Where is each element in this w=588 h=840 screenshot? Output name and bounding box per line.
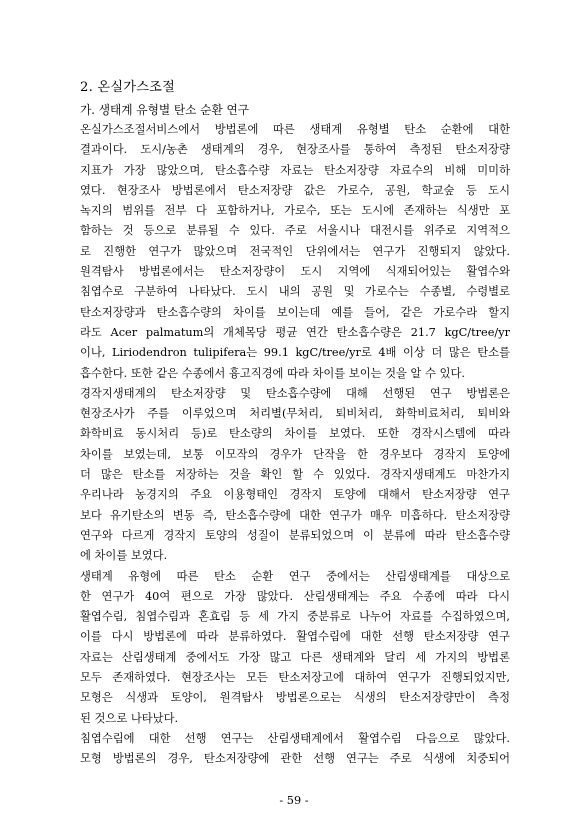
body-line: 탄소저장량과 탄소흡수량의 차이를 보이는데 예를 들어, 같은 가로수라 할지 — [80, 305, 510, 319]
body-line: 온실가스조절서비스에서 방법론에 따른 생태계 유형별 탄소 순환에 대한 — [80, 123, 510, 136]
body-line: 차이를 보였는데, 보통 이모작의 경우가 단작을 한 경우보다 경작지 토양에 — [80, 447, 510, 461]
body-line: 모형은 식생과 토양이, 원격탐사 방법론으로는 식생의 탄소저장량만이 측정 — [80, 691, 510, 705]
body-line: 모형 방법론의 경우, 탄소저장량에 관한 선행 연구는 주로 식생에 치중되어 — [80, 752, 510, 766]
body-line: 자료는 산림생태계 중에서도 가장 많고 다른 생태계와 달리 세 가지의 방법론 — [80, 650, 510, 664]
body-line: 였다. 현장조사 방법론에서 탄소저장량 값은 가로수, 공원, 학교숲 등 도시 — [80, 183, 510, 197]
body-line: 현장조사가 주를 이루었으며 처리별(무처리, 퇴비처리, 화학비료처리, 퇴비와 — [80, 407, 510, 421]
section-title: 2. 온실가스조절 — [80, 80, 176, 95]
body-line: 경작지생태계의 탄소저장량 및 탄소흡수량에 대해 선행된 연구 방법론은 — [80, 386, 510, 400]
body-line: 라도 Acer palmatum의 개체목당 평균 연간 탄소흡수량은 21.7 kgC/tree/yr — [80, 325, 510, 339]
body-line: 우리나라 농경지의 주요 이용형태인 경작지 토양에 대해서 탄소저장량 연구 — [80, 488, 510, 502]
body-text — [80, 120, 510, 770]
body-line: 연구와 다르게 경작지 토양의 성질이 분류되었으며 이 분류에 따라 탄소흡수량 — [80, 528, 510, 542]
body-line: 된 것으로 나타났다. — [80, 711, 179, 725]
body-line: 생태계 유형에 따른 탄소 순환 연구 중에서는 산림생태계를 대상으로 — [80, 569, 510, 583]
body-line: 로 진행한 연구가 많았으며 전국적인 단위에서는 연구가 진행되지 않았다. — [80, 244, 510, 258]
body-line: 한 연구가 40여 편으로 가장 많았다. 산림생태계는 주요 수종에 따라 다시 — [80, 589, 510, 603]
body-line: 침엽수림에 대한 선행 연구는 산림생태계에서 활엽수림 다음으로 많았다. — [80, 731, 510, 745]
body-line: 보다 유기탄소의 변동 즉, 탄소흡수량에 대한 연구가 매우 미흡하다. 탄소저장량 — [80, 508, 510, 522]
body-line: 원격탐사 방법론에서는 탄소저장량이 도시 지역에 식재되어있는 활엽수와 — [80, 265, 510, 279]
page-number: - 59 - — [279, 794, 309, 807]
body-line: 침엽수로 구분하여 나타났다. 도시 내의 공원 및 가로수는 수종별, 수령별로 — [80, 285, 510, 299]
body-line: 흡수한다. 또한 같은 수종에서 흉고직경에 따라 차이를 보이는 것을 알 수 있다. — [80, 366, 465, 380]
body-line: 이나, Liriodendron tulipifera는 99.1 kgC/tree/yr로 4배 이상 더 많은 탄소를 — [80, 346, 510, 360]
body-line: 활엽수림, 침엽수림과 혼효림 등 세 가지 중분류로 나누어 자료를 수집하였으며, — [80, 610, 510, 624]
body-line: 에 차이를 보였다. — [80, 549, 168, 563]
body-line: 지표가 가장 많았으며, 탄소흡수량 자료는 탄소저장량 자료수의 비해 미미하 — [80, 163, 510, 177]
body-line: 이를 다시 방법론에 따라 분류하였다. 활엽수림에 대한 선행 탄소저장량 연구 — [80, 630, 510, 644]
body-line: 녹지의 범위를 전부 다 포함하거나, 가로수, 또는 도시에 존재하는 식생만 포 — [80, 204, 510, 218]
body-line: 함하는 것 등으로 분류될 수 있다. 주로 서울시나 대전시를 위주로 지역적으 — [80, 224, 510, 238]
body-line: 모두 존재하였다. 현장조사는 모든 탄소저장고에 대하여 연구가 진행되었지만, — [80, 671, 510, 685]
body-line: 더 많은 탄소를 저장하는 것을 확인 할 수 있었다. 경작지생태계도 마찬가지 — [80, 468, 510, 482]
subsection-title: 가. 생태계 유형별 탄소 순환 연구 — [80, 103, 250, 117]
body-line: 화학비료 동시처리 등)로 탄소량의 차이를 보였다. 또한 경작시스템에 따라 — [80, 427, 510, 441]
body-line: 결과이다. 도시/농촌 생태계의 경우, 현장조사를 통하여 측정된 탄소저장량 — [80, 143, 510, 157]
